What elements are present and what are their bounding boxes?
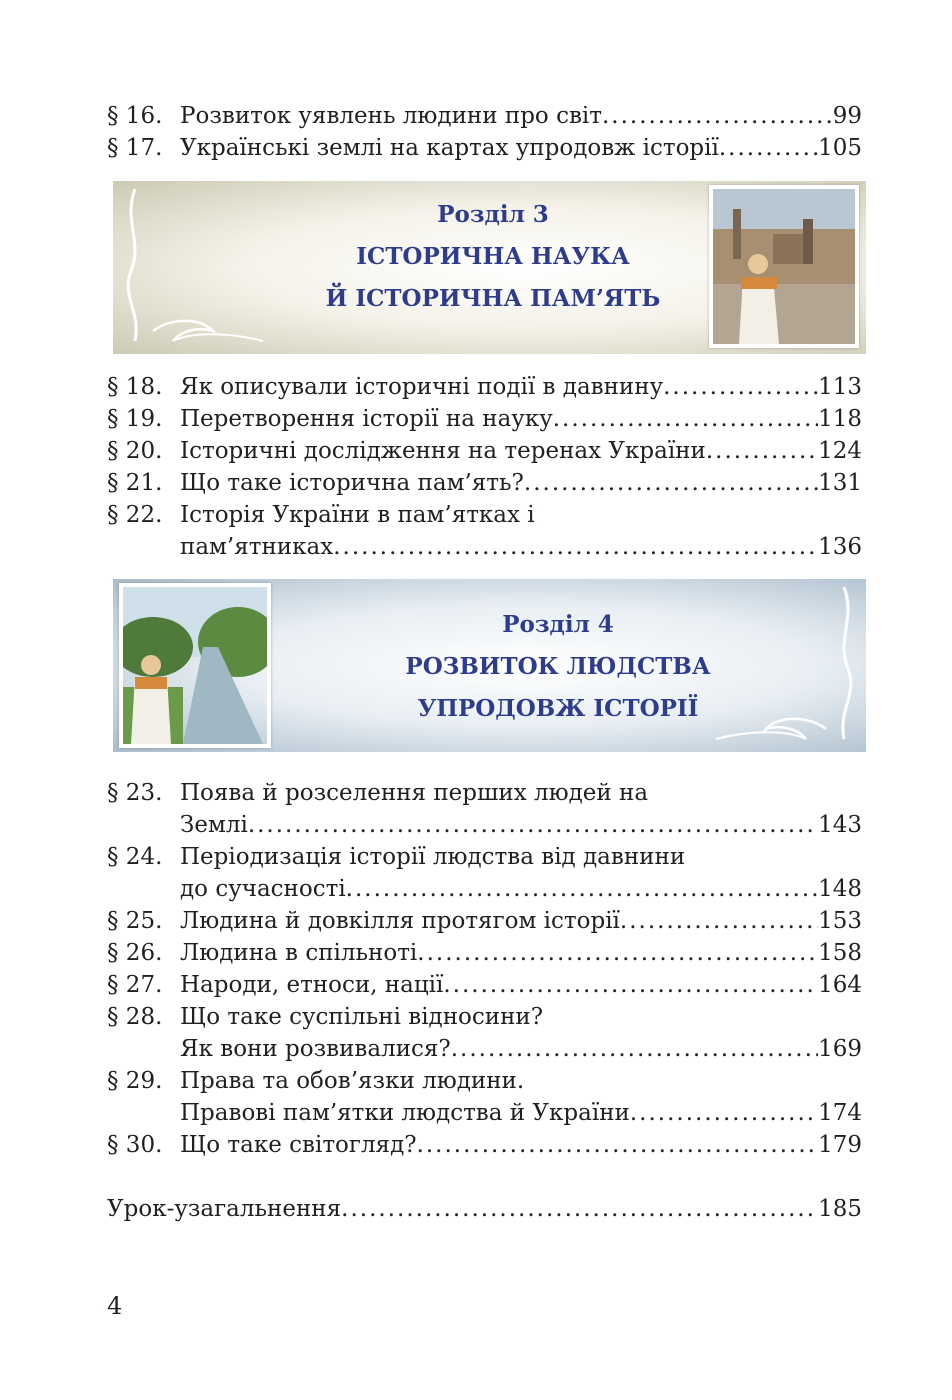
leader-dots xyxy=(620,905,818,937)
toc-entry xyxy=(107,1065,862,1097)
leader-dots xyxy=(663,371,818,403)
entry-title: Історичні дослідження на теренах України xyxy=(180,438,706,464)
toc-entry xyxy=(107,499,862,531)
entry-title: Поява й розселення перших людей на xyxy=(180,780,649,806)
entry-title: Перетворення історії на науку xyxy=(180,406,553,432)
ornament-swirl xyxy=(113,181,273,354)
page-ref: 131 xyxy=(818,470,862,496)
toc-middle xyxy=(107,371,862,563)
toc-entry-continuation xyxy=(107,873,862,905)
toc-entry xyxy=(107,969,862,1001)
page-ref: 153 xyxy=(818,908,862,934)
leader-dots xyxy=(417,1129,819,1161)
page-ref: 148 xyxy=(818,876,862,902)
page-ref: 143 xyxy=(818,812,862,838)
section-3-heading xyxy=(263,194,723,320)
page-ref: 169 xyxy=(818,1036,862,1062)
section-number: § 21. xyxy=(107,470,163,496)
toc-entry xyxy=(107,467,862,499)
leader-dots xyxy=(553,403,818,435)
entry-title: Що таке світогляд? xyxy=(180,1132,417,1158)
entry-title: Періодизація історії людства від давнини xyxy=(180,844,686,870)
leader-dots xyxy=(524,467,818,499)
section-number: § 18. xyxy=(107,374,163,400)
section-number: § 24. xyxy=(107,844,163,870)
leader-dots xyxy=(451,1033,818,1065)
entry-title: Розвиток уявлень людини про світ xyxy=(180,103,602,129)
toc-entry-continuation xyxy=(107,531,862,563)
toc-entry-continuation xyxy=(107,1097,862,1129)
toc-entry xyxy=(107,403,862,435)
section-label: Розділ 3 xyxy=(437,201,549,228)
leader-dots xyxy=(346,873,818,905)
page-ref: 99 xyxy=(832,103,862,129)
entry-title: пам’ятниках xyxy=(180,534,334,560)
section-3-banner xyxy=(113,181,866,354)
page-ref: 124 xyxy=(818,438,862,464)
entry-title: Як вони розвивалися? xyxy=(180,1036,451,1062)
lviv-city-photo xyxy=(709,185,859,348)
leader-dots xyxy=(333,531,818,563)
section-title-line: РОЗВИТОК ЛЮДСТВА xyxy=(405,653,711,680)
entry-title: до сучасності xyxy=(180,876,346,902)
page-ref: 118 xyxy=(818,406,862,432)
leader-dots xyxy=(706,435,818,467)
section-number: § 25. xyxy=(107,908,163,934)
section-title-line: УПРОДОВЖ ІСТОРІЇ xyxy=(417,695,699,722)
toc-entry xyxy=(107,1193,862,1225)
toc-bottom xyxy=(107,777,862,1161)
ornament-swirl xyxy=(706,579,866,752)
section-number: § 28. xyxy=(107,1004,163,1030)
leader-dots xyxy=(443,969,818,1001)
page-ref: 158 xyxy=(818,940,862,966)
page-ref: 136 xyxy=(818,534,862,560)
section-4-banner xyxy=(113,579,866,752)
toc-entry xyxy=(107,100,862,132)
page-ref: 179 xyxy=(818,1132,862,1158)
toc-entry xyxy=(107,841,862,873)
toc-entry xyxy=(107,777,862,809)
leader-dots xyxy=(719,132,818,164)
section-number: § 26. xyxy=(107,940,163,966)
toc-entry xyxy=(107,1001,862,1033)
section-number: § 22. xyxy=(107,502,163,528)
toc-entry xyxy=(107,132,862,164)
toc-top xyxy=(107,100,862,164)
entry-title: Урок-узагальнення xyxy=(107,1196,342,1222)
section-number: § 19. xyxy=(107,406,163,432)
leader-dots xyxy=(417,937,818,969)
toc-entry-continuation xyxy=(107,1033,862,1065)
page-ref: 105 xyxy=(818,135,862,161)
section-number: § 27. xyxy=(107,972,163,998)
section-number: § 23. xyxy=(107,780,163,806)
entry-title: Українські землі на картах упродовж історії xyxy=(180,135,719,161)
entry-title: Історія України в пам’ятках і xyxy=(180,502,535,528)
page-ref: 113 xyxy=(818,374,862,400)
entry-title: Що таке історична пам’ять? xyxy=(180,470,524,496)
leader-dots xyxy=(341,1193,818,1225)
toc-entry xyxy=(107,435,862,467)
entry-title: Права та обов’язки людини. xyxy=(180,1068,525,1094)
section-number: § 20. xyxy=(107,438,163,464)
toc-entry xyxy=(107,1129,862,1161)
entry-title: Що таке суспільні відносини? xyxy=(180,1004,544,1030)
toc-summary xyxy=(107,1193,862,1225)
toc-entry xyxy=(107,371,862,403)
section-number: § 30. xyxy=(107,1132,163,1158)
leader-dots xyxy=(602,100,833,132)
section-number: § 29. xyxy=(107,1068,163,1094)
section-number: § 17. xyxy=(107,135,163,161)
entry-title: Правові пам’ятки людства й України xyxy=(180,1100,630,1126)
page-ref: 164 xyxy=(818,972,862,998)
page-ref: 174 xyxy=(818,1100,862,1126)
leader-dots xyxy=(248,809,818,841)
toc-entry xyxy=(107,905,862,937)
toc-entry-continuation xyxy=(107,809,862,841)
entry-title: Землі xyxy=(180,812,248,838)
park-river-photo xyxy=(119,583,271,748)
section-title-line: Й ІСТОРИЧНА ПАМ’ЯТЬ xyxy=(325,285,661,312)
entry-title: Як описували історичні події в давнину xyxy=(180,374,664,400)
section-label: Розділ 4 xyxy=(502,611,614,638)
entry-title: Народи, етноси, нації xyxy=(180,972,444,998)
toc-entry xyxy=(107,937,862,969)
entry-title: Людина й довкілля протягом історії xyxy=(180,908,620,934)
page-number: 4 xyxy=(107,1292,123,1320)
section-title-line: ІСТОРИЧНА НАУКА xyxy=(356,243,630,270)
page-ref: 185 xyxy=(818,1196,862,1222)
section-number: § 16. xyxy=(107,103,163,129)
entry-title: Людина в спільноті xyxy=(180,940,418,966)
leader-dots xyxy=(630,1097,818,1129)
